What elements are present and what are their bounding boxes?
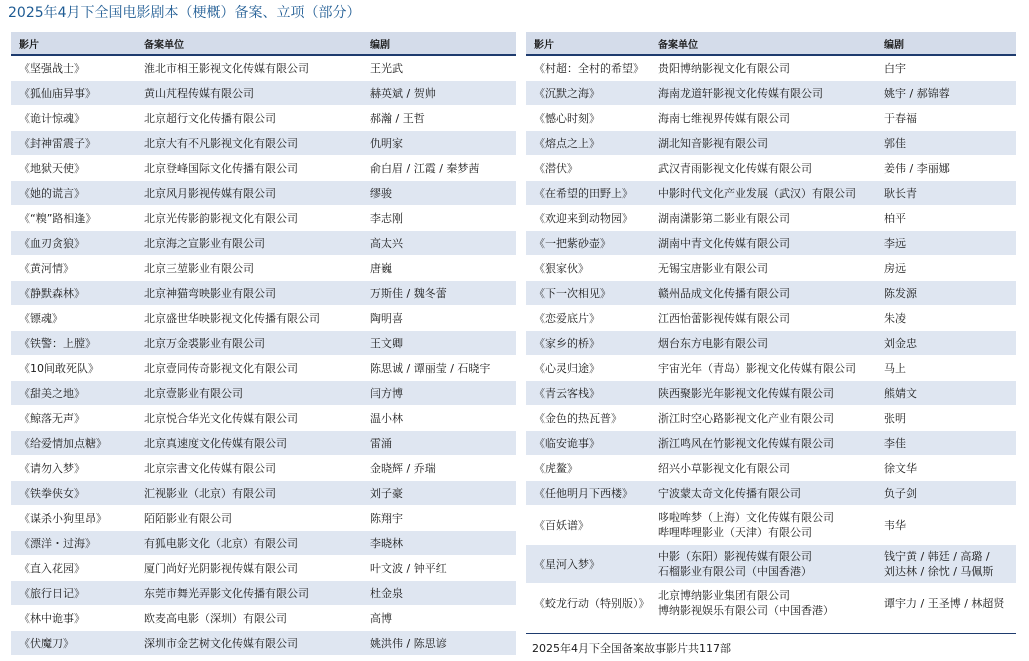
writer-cell: 刘子豪 [370,481,516,506]
table-row [526,481,1016,506]
writer-cell: 雷涌 [370,431,516,456]
film-cell: 《请勿入梦》 [11,456,144,481]
footnote: 2025年4月下全国备案故事影片共117部 [532,642,731,655]
unit-cell: 无锡宝唐影业有限公司 [658,256,884,281]
writer-cell: 李远 [884,231,1016,256]
footnote-divider [526,633,1016,634]
table-row [11,256,516,281]
unit-cell: 北京万金裘影业有限公司 [144,331,370,356]
writer-cell: 万斯佳 / 魏冬蕾 [370,281,516,306]
film-cell: 《憾心时刻》 [526,106,658,131]
table-row [11,581,516,606]
writer-cell: 李志刚 [370,206,516,231]
table-row [11,531,516,556]
unit-cell: 厦门尚好光阴影视传媒有限公司 [144,556,370,581]
unit-cell: 贵阳博纳影视文化有限公司 [658,55,884,81]
table-row [526,456,1016,481]
writer-cell: 于春福 [884,106,1016,131]
film-cell: 《铁拳侠女》 [11,481,144,506]
table-row [526,256,1016,281]
table-row [526,156,1016,181]
table-row [11,55,516,81]
table-row [11,606,516,631]
table-row [526,281,1016,306]
writer-cell: 唐巍 [370,256,516,281]
film-cell: 《恋爱底片》 [526,306,658,331]
writer-cell: 缪骏 [370,181,516,206]
right-table-header [526,32,1016,55]
film-cell: 《10间敢死队》 [11,356,144,381]
right-registration-table [526,32,1016,623]
film-cell: 《诡计惊魂》 [11,106,144,131]
right-table-panel [526,32,1016,623]
unit-cell: 陌陌影业有限公司 [144,506,370,531]
writer-cell: 李晓林 [370,531,516,556]
writer-cell: 朱凌 [884,306,1016,331]
writer-cell: 张明 [884,406,1016,431]
table-row [11,506,516,531]
film-cell: 《星河入梦》 [526,545,658,584]
unit-cell: 北京壹同传奇影视文化有限公司 [144,356,370,381]
unit-cell: 北京盛世华映影视文化传播有限公司 [144,306,370,331]
table-row [11,331,516,356]
film-cell: 《镖魂》 [11,306,144,331]
film-cell: 《旅行日记》 [11,581,144,606]
table-row [11,231,516,256]
table-row [11,631,516,656]
writer-cell: 杜金泉 [370,581,516,606]
film-cell: 《血刃贪狼》 [11,231,144,256]
writer-cell: 叶文波 / 钟平红 [370,556,516,581]
writer-cell: 高博 [370,606,516,631]
writer-cell: 房远 [884,256,1016,281]
table-row [11,206,516,231]
table-row [526,131,1016,156]
table-row [526,55,1016,81]
unit-cell: 湖北知音影视有限公司 [658,131,884,156]
table-row [11,456,516,481]
unit-cell: 宇宙光年（青岛）影视文化传媒有限公司 [658,356,884,381]
unit-cell: 北京登峰国际文化传播有限公司 [144,156,370,181]
unit-cell: 北京大有不凡影视文化有限公司 [144,131,370,156]
unit-cell: 武汉青雨影视文化传媒有限公司 [658,156,884,181]
unit-cell: 北京悦合华光文化传媒有限公司 [144,406,370,431]
unit-cell: 宁波蒙太奇文化传播有限公司 [658,481,884,506]
unit-cell: 绍兴小草影视文化有限公司 [658,456,884,481]
writer-cell: 王光武 [370,55,516,81]
unit-cell: 北京神猫弯映影业有限公司 [144,281,370,306]
film-cell: 《临安诡事》 [526,431,658,456]
table-row [11,356,516,381]
table-row [11,181,516,206]
table-row [526,381,1016,406]
table-row [526,306,1016,331]
film-cell: 《地狱天使》 [11,156,144,181]
writer-cell: 温小林 [370,406,516,431]
unit-cell: 陕西聚影光年影视文化传媒有限公司 [658,381,884,406]
film-cell: 《百妖谱》 [526,506,658,545]
film-cell: 《虎鳌》 [526,456,658,481]
unit-cell: 浙江鸣风在竹影视文化传媒有限公司 [658,431,884,456]
writer-cell: 姚洪伟 / 陈思谚 [370,631,516,656]
left-registration-table [11,32,516,656]
unit-cell: 北京三堃影业有限公司 [144,256,370,281]
writer-cell: 姚宇 / 郝锦蓉 [884,81,1016,106]
unit-cell: 北京风月影视传媒有限公司 [144,181,370,206]
film-cell: 《家乡的桥》 [526,331,658,356]
writer-cell: 陈发源 [884,281,1016,306]
film-cell: 《沉默之海》 [526,81,658,106]
table-row [11,556,516,581]
writer-cell: 谭宇力 / 王圣博 / 林超贤 [884,584,1016,623]
header-unit: 备案单位 [658,32,884,55]
unit-cell: 东莞市舞光弄影文化传播有限公司 [144,581,370,606]
unit-cell: 北京博纳影业集团有限公司 博纳影视娱乐有限公司（中国香港） [658,584,884,623]
film-cell: 《坚强战士》 [11,55,144,81]
writer-cell: 郭佳 [884,131,1016,156]
unit-cell: 北京海之宣影业有限公司 [144,231,370,256]
writer-cell: 陶明喜 [370,306,516,331]
writer-cell: 李佳 [884,431,1016,456]
table-row [526,331,1016,356]
unit-cell: 北京真速度文化传媒有限公司 [144,431,370,456]
writer-cell: 负子剑 [884,481,1016,506]
film-cell: 《静默森林》 [11,281,144,306]
unit-cell: 北京超行文化传播有限公司 [144,106,370,131]
table-row [11,156,516,181]
table-row [526,181,1016,206]
writer-cell: 闫方博 [370,381,516,406]
film-cell: 《甜美之地》 [11,381,144,406]
table-row [526,406,1016,431]
table-row [11,131,516,156]
unit-cell: 黄山芃程传媒有限公司 [144,81,370,106]
table-row [11,431,516,456]
film-cell: 《狐仙庙异事》 [11,81,144,106]
writer-cell: 熊婧文 [884,381,1016,406]
table-row [526,431,1016,456]
film-cell: 《给爱情加点糖》 [11,431,144,456]
unit-cell: 北京宗書文化传媒有限公司 [144,456,370,481]
unit-cell: 中影时代文化产业发展（武汉）有限公司 [658,181,884,206]
film-cell: 《铁警：上膛》 [11,331,144,356]
unit-cell: 浙江时空心路影视文化产业有限公司 [658,406,884,431]
table-row [526,506,1016,545]
writer-cell: 刘金忠 [884,331,1016,356]
film-cell: 《欢迎来到动物园》 [526,206,658,231]
writer-cell: 郝瀚 / 王哲 [370,106,516,131]
writer-cell: 俞白眉 / 江霞 / 秦梦茜 [370,156,516,181]
writer-cell: 陈翔宇 [370,506,516,531]
table-row [526,231,1016,256]
writer-cell: 柏平 [884,206,1016,231]
writer-cell: 王文卿 [370,331,516,356]
unit-cell: 汇视影业（北京）有限公司 [144,481,370,506]
table-row [526,584,1016,623]
unit-cell: 北京壹影业有限公司 [144,381,370,406]
writer-cell: 仇明家 [370,131,516,156]
film-cell: 《熔点之上》 [526,131,658,156]
header-film: 影片 [11,32,144,55]
table-row [526,356,1016,381]
writer-cell: 高太兴 [370,231,516,256]
table-row [11,106,516,131]
film-cell: 《漂洋・过海》 [11,531,144,556]
writer-cell: 钱宁黄 / 韩廷 / 高璐 / 刘达林 / 徐忱 / 马佩斯 [884,545,1016,584]
writer-cell: 姜伟 / 李丽娜 [884,156,1016,181]
film-cell: 《村超：全村的希望》 [526,55,658,81]
film-cell: 《金色的热瓦普》 [526,406,658,431]
writer-cell: 徐文华 [884,456,1016,481]
unit-cell: 海南龙道轩影视文化传媒有限公司 [658,81,884,106]
writer-cell: 韦华 [884,506,1016,545]
page-title: 2025年4月下全国电影剧本（梗概）备案、立项（部分） [8,5,361,21]
unit-cell: 赣州品成文化传播有限公司 [658,281,884,306]
right-table-body [526,55,1016,623]
film-cell: 《任他明月下西楼》 [526,481,658,506]
unit-cell: 烟台东方电影有限公司 [658,331,884,356]
header-writer: 编剧 [884,32,1016,55]
unit-cell: 江西怡蕾影视传媒有限公司 [658,306,884,331]
film-cell: 《林中诡事》 [11,606,144,631]
table-row [526,206,1016,231]
table-row [11,81,516,106]
film-cell: 《狠家伙》 [526,256,658,281]
table-row [526,545,1016,584]
unit-cell: 湖南潇影第二影业有限公司 [658,206,884,231]
header-unit: 备案单位 [144,32,370,55]
unit-cell: 欧麦高电影（深圳）有限公司 [144,606,370,631]
film-cell: 《伏魔刀》 [11,631,144,656]
unit-cell: 深圳市金艺树文化传媒有限公司 [144,631,370,656]
film-cell: 《谋杀小狗里昂》 [11,506,144,531]
film-cell: 《一把紫砂壶》 [526,231,658,256]
writer-cell: 金晓辉 / 乔瑞 [370,456,516,481]
unit-cell: 湖南中青文化传媒有限公司 [658,231,884,256]
unit-cell: 哆啦哞梦（上海）文化传媒有限公司 哔哩哔哩影业（天津）有限公司 [658,506,884,545]
unit-cell: 海南七维视界传媒有限公司 [658,106,884,131]
film-cell: 《在希望的田野上》 [526,181,658,206]
table-row [11,306,516,331]
film-cell: 《潜伏》 [526,156,658,181]
film-cell: 《下一次相见》 [526,281,658,306]
film-cell: 《蛟龙行动（特别版）》 [526,584,658,623]
table-row [526,81,1016,106]
writer-cell: 陈思诚 / 谭丽莹 / 石晓宇 [370,356,516,381]
film-cell: 《心灵归途》 [526,356,658,381]
unit-cell: 淮北市相王影视文化传媒有限公司 [144,55,370,81]
writer-cell: 白宇 [884,55,1016,81]
table-row [11,481,516,506]
table-row [526,106,1016,131]
left-table-body [11,55,516,656]
unit-cell: 有狐电影文化（北京）有限公司 [144,531,370,556]
writer-cell: 耿长青 [884,181,1016,206]
writer-cell: 赫英斌 / 贺帅 [370,81,516,106]
left-table-header [11,32,516,55]
writer-cell: 马上 [884,356,1016,381]
film-cell: 《“糗”路相逢》 [11,206,144,231]
header-writer: 编剧 [370,32,516,55]
film-cell: 《黄河情》 [11,256,144,281]
table-row [11,381,516,406]
film-cell: 《青云客栈》 [526,381,658,406]
unit-cell: 中影（东阳）影视传媒有限公司 石榴影业有限公司（中国香港） [658,545,884,584]
film-cell: 《她的谎言》 [11,181,144,206]
header-film: 影片 [526,32,658,55]
unit-cell: 北京光传影韵影视文化有限公司 [144,206,370,231]
film-cell: 《封神雷震子》 [11,131,144,156]
table-row [11,281,516,306]
film-cell: 《直入花园》 [11,556,144,581]
left-table-panel [11,32,516,656]
film-cell: 《鲸落无声》 [11,406,144,431]
table-row [11,406,516,431]
